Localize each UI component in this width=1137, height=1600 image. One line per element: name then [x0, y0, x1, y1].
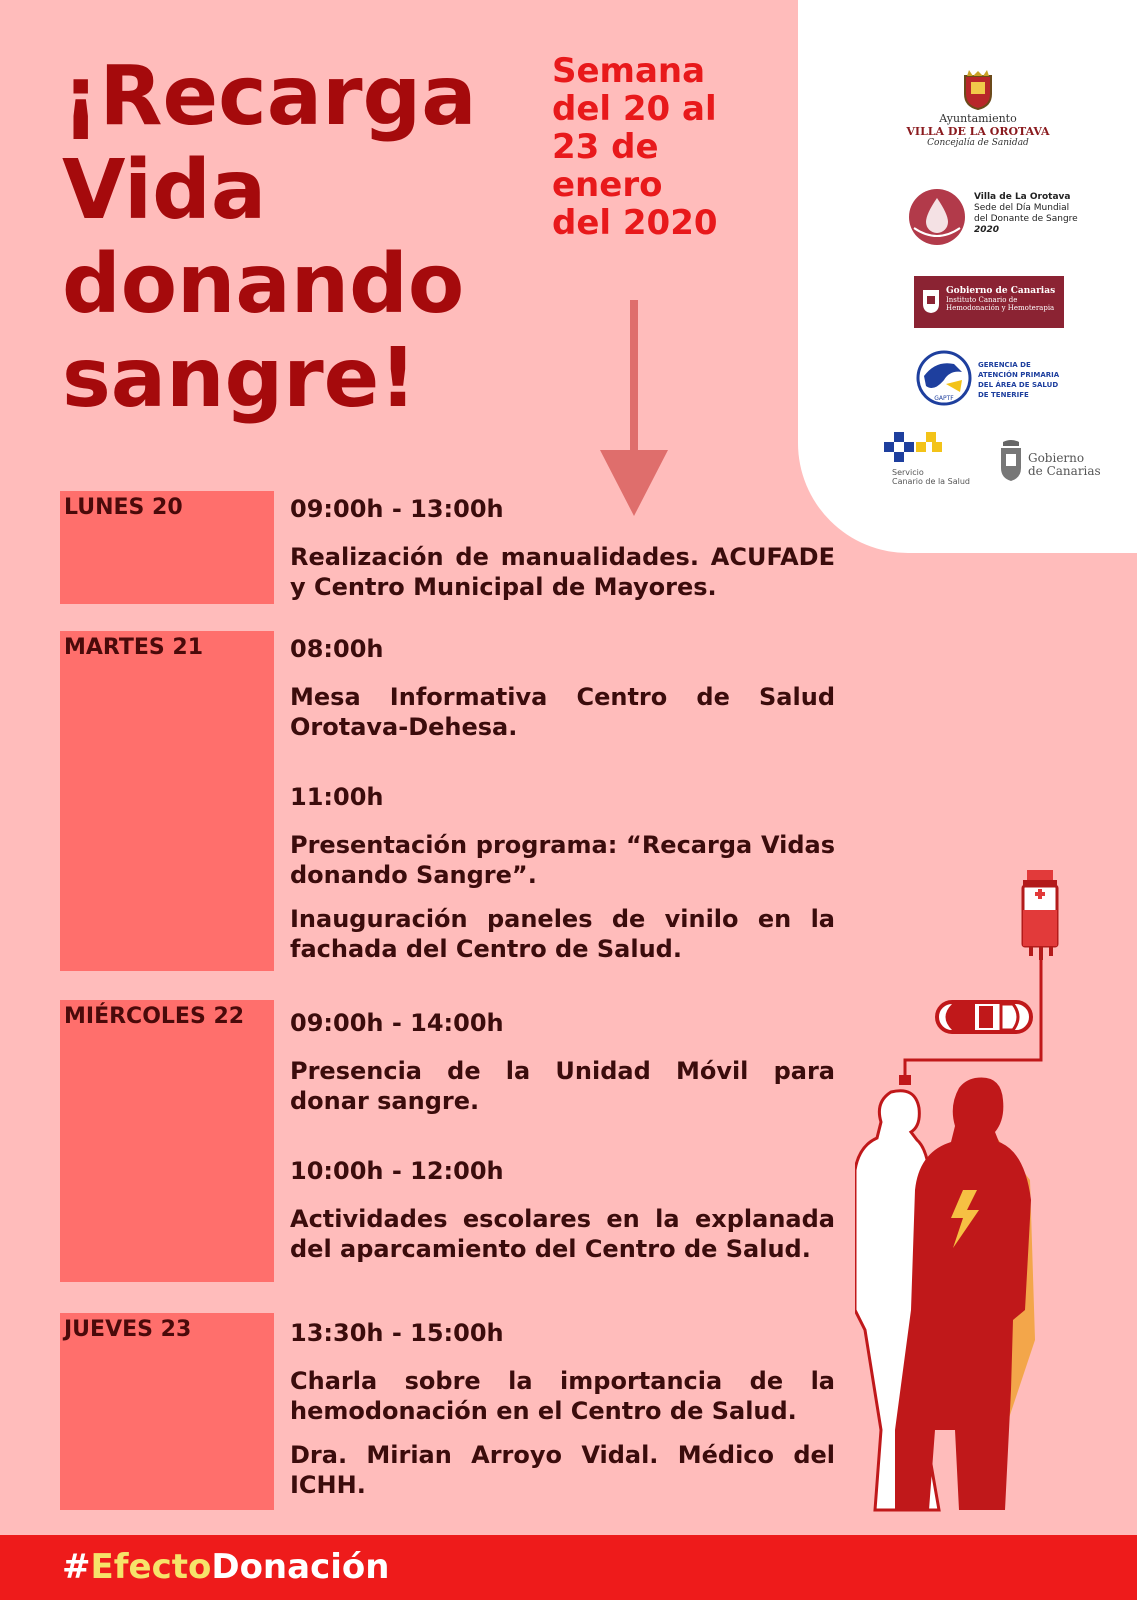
logo-text: Gobierno de Canarias — [946, 286, 1056, 296]
logo-text: Canario de la Salud — [892, 477, 970, 486]
event-description: Presentación programa: “Recarga Vidas donando Sangre”. — [290, 831, 835, 889]
gaptf-logo — [916, 350, 1116, 410]
day-box-lunes — [60, 491, 274, 604]
logo-text: DEL ÁREA DE SALUD — [978, 381, 1059, 389]
logo-text: Servicio — [892, 468, 924, 477]
blood-donation-illustration — [855, 870, 1095, 1530]
logo-text: Ayuntamiento — [939, 112, 1017, 125]
logo-badge: GAPTF — [934, 395, 954, 402]
logo-text: de Canarias — [1028, 464, 1101, 478]
hashtag — [62, 1547, 389, 1587]
day-content-martes — [290, 634, 835, 978]
week-line: del 20 al — [552, 89, 717, 129]
logo-text: ATENCIÓN PRIMARIA — [978, 371, 1060, 379]
title-line: sangre! — [62, 331, 417, 426]
canarias-shield-icon — [922, 288, 940, 314]
event-time: 09:00h - 13:00h — [290, 495, 504, 523]
ayuntamiento-logo — [898, 70, 1058, 148]
logo-text: del Donante de Sangre — [974, 214, 1078, 224]
scs-squares-icon — [882, 432, 942, 466]
gobierno-canarias-logo — [998, 438, 1118, 484]
day-content-lunes — [290, 494, 835, 616]
day-label: MARTES 21 — [64, 635, 204, 660]
ichh-logo — [914, 276, 1064, 328]
week-line: del 2020 — [552, 203, 718, 243]
gaptf-emblem-icon — [916, 350, 972, 406]
day-label: LUNES 20 — [64, 495, 183, 520]
sponsor-logos-panel — [798, 0, 1137, 553]
event-description: Mesa Informativa Centro de Salud Orotava-Dehesa. — [290, 683, 835, 741]
day-label: MIÉRCOLES 22 — [64, 1004, 245, 1029]
scs-logo — [882, 432, 992, 488]
event-time: 09:00h - 14:00h — [290, 1009, 504, 1037]
logo-text: Gobierno — [1028, 451, 1085, 465]
down-arrow-icon — [600, 300, 668, 520]
event-description: Actividades escolares en la explanada del aparcamiento del Centro de Salud. — [290, 1205, 835, 1263]
logo-text: Instituto Canario de — [946, 296, 1018, 304]
day-content-jueves — [290, 1318, 835, 1514]
hashtag-part1: Efecto — [90, 1547, 212, 1587]
week-line: enero — [552, 165, 663, 205]
event-time: 11:00h — [290, 783, 384, 811]
blood-drop-emblem-icon — [908, 188, 966, 246]
day-box-martes — [60, 631, 274, 971]
logo-text: Concejalía de Sanidad — [927, 138, 1029, 148]
canarias-shield-icon — [998, 438, 1024, 482]
day-label: JUEVES 23 — [64, 1317, 192, 1342]
logo-text: Villa de La Orotava — [974, 192, 1071, 202]
event-description: Realización de manualidades. ACUFADE y Centro Municipal de Mayores. — [290, 543, 835, 601]
event-description: Charla sobre la importancia de la hemodonación en el Centro de Salud. — [290, 1367, 835, 1425]
hashtag-symbol: # — [62, 1547, 91, 1587]
title-line: Vida — [62, 143, 267, 238]
week-dates — [552, 52, 718, 242]
logo-text: Hemodonación y Hemoterapia — [946, 304, 1055, 312]
sede-donante-logo — [908, 188, 1128, 248]
week-line: Semana — [552, 51, 706, 91]
battery-icon — [937, 1002, 1031, 1032]
logo-text: VILLA DE LA OROTAVA — [906, 125, 1050, 138]
coat-of-arms-icon — [961, 70, 995, 110]
logo-text: GERENCIA DE — [978, 361, 1031, 369]
event-description: Presencia de la Unidad Móvil para donar sangre. — [290, 1057, 835, 1115]
day-box-jueves — [60, 1313, 274, 1510]
page-title — [62, 50, 477, 426]
event-time: 08:00h — [290, 635, 384, 663]
logo-text: DE TENERIFE — [978, 391, 1029, 399]
day-content-miercoles — [290, 1008, 835, 1278]
logo-text: 2020 — [974, 225, 1000, 235]
event-description: Dra. Mirian Arroyo Vidal. Médico del ICHH. — [290, 1441, 835, 1499]
hashtag-part2: Donación — [211, 1547, 390, 1587]
title-line: donando — [62, 237, 465, 332]
logo-text: Sede del Día Mundial — [974, 203, 1070, 213]
event-time: 10:00h - 12:00h — [290, 1157, 504, 1185]
footer-bar — [0, 1535, 1137, 1600]
title-line: ¡Recarga — [62, 49, 477, 144]
blood-bag-icon — [899, 870, 1057, 1085]
event-time: 13:30h - 15:00h — [290, 1319, 504, 1347]
day-box-miercoles — [60, 1000, 274, 1282]
week-line: 23 de — [552, 127, 659, 167]
event-description: Inauguración paneles de vinilo en la fachada del Centro de Salud. — [290, 905, 835, 963]
